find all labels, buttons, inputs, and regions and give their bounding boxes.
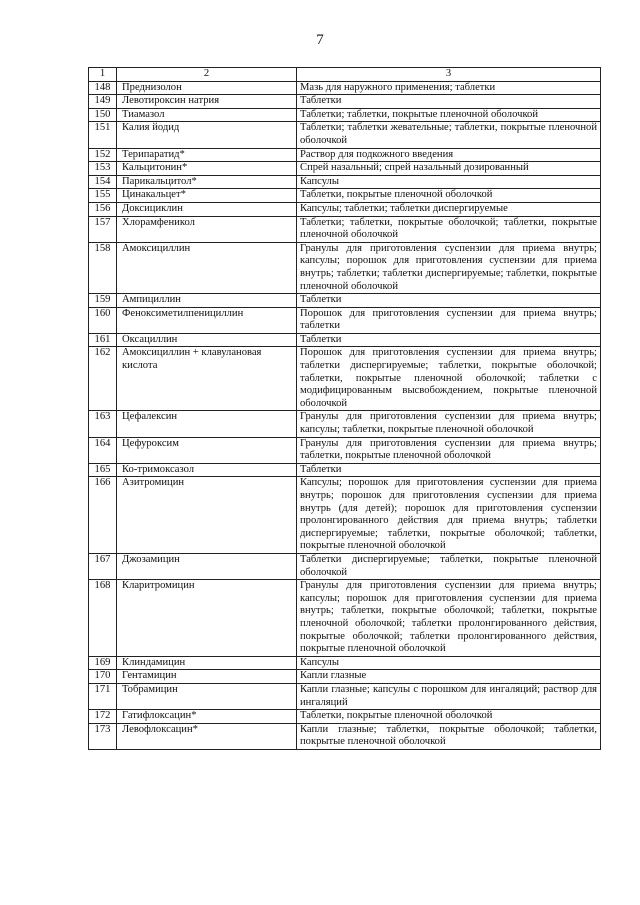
row-number: 163 xyxy=(89,411,117,437)
drug-name: Парикальцитол* xyxy=(117,175,297,189)
drug-name: Кларитромицин xyxy=(117,580,297,657)
column-header-number: 1 xyxy=(89,68,117,82)
table-row xyxy=(89,656,601,670)
dosage-forms: Мазь для наружного применения; таблетки xyxy=(297,81,601,95)
table-row xyxy=(89,216,601,242)
drug-name: Феноксиметилпенициллин xyxy=(117,307,297,333)
dosage-forms: Таблетки; таблетки, покрытые оболочкой; таблетки, покрытые пленочной оболочкой xyxy=(297,216,601,242)
table-row xyxy=(89,463,601,477)
dosage-forms: Таблетки xyxy=(297,463,601,477)
table-row xyxy=(89,95,601,109)
drug-table xyxy=(88,67,601,750)
drug-name: Калия йодид xyxy=(117,122,297,148)
table-row xyxy=(89,411,601,437)
table-row xyxy=(89,81,601,95)
table-row xyxy=(89,723,601,749)
table-row xyxy=(89,347,601,411)
drug-name: Амоксициллин xyxy=(117,242,297,293)
dosage-forms: Таблетки xyxy=(297,95,601,109)
table-row xyxy=(89,189,601,203)
drug-name: Преднизолон xyxy=(117,81,297,95)
drug-name: Цефалексин xyxy=(117,411,297,437)
dosage-forms: Таблетки xyxy=(297,294,601,308)
row-number: 171 xyxy=(89,683,117,709)
dosage-forms: Таблетки; таблетки жевательные; таблетки, покрытые пленочной оболочкой xyxy=(297,122,601,148)
table-row xyxy=(89,108,601,122)
row-number: 149 xyxy=(89,95,117,109)
dosage-forms: Порошок для приготовления суспензии для приема внутрь; таблетки диспергируемые; таблетки, покрытые оболочкой; таблетки, покрытые пленочной оболочкой; таблетки с модифицированным высвобождением, покрытые пленочной оболочкой xyxy=(297,347,601,411)
row-number: 155 xyxy=(89,189,117,203)
dosage-forms: Гранулы для приготовления суспензии для приема внутрь; капсулы; таблетки, покрытые пленочной оболочкой xyxy=(297,411,601,437)
drug-name: Тиамазол xyxy=(117,108,297,122)
drug-name: Ампициллин xyxy=(117,294,297,308)
dosage-forms: Капли глазные; капсулы с порошком для ингаляций; раствор для ингаляций xyxy=(297,683,601,709)
table-row xyxy=(89,202,601,216)
dosage-forms: Капсулы xyxy=(297,175,601,189)
dosage-forms: Спрей назальный; спрей назальный дозированный xyxy=(297,162,601,176)
dosage-forms: Таблетки; таблетки, покрытые пленочной оболочкой xyxy=(297,108,601,122)
drug-name: Цинакальцет* xyxy=(117,189,297,203)
dosage-forms: Гранулы для приготовления суспензии для приема внутрь; капсулы; порошок для приготовления суспензии для приема внутрь; таблетки, покрытые оболочкой; таблетки, покрытые пленочной оболочкой; таблетки пролонгированного действия, покрытые оболочкой; таблетки пролонгированного действия, покрытые пленочной оболочкой xyxy=(297,580,601,657)
drug-name: Терипаратид* xyxy=(117,148,297,162)
table-row xyxy=(89,670,601,684)
row-number: 170 xyxy=(89,670,117,684)
drug-name: Левофлоксацин* xyxy=(117,723,297,749)
table-row xyxy=(89,477,601,554)
row-number: 151 xyxy=(89,122,117,148)
drug-name: Ко-тримоксазол xyxy=(117,463,297,477)
drug-name: Кальцитонин* xyxy=(117,162,297,176)
row-number: 150 xyxy=(89,108,117,122)
dosage-forms: Гранулы для приготовления суспензии для приема внутрь; капсулы; порошок для приготовления суспензии для приема внутрь; таблетки; таблетки диспергируемые; таблетки, покрытые пленочной оболочкой xyxy=(297,242,601,293)
page-number: 7 xyxy=(316,32,324,48)
dosage-forms: Гранулы для приготовления суспензии для приема внутрь; таблетки, покрытые пленочной оболочкой xyxy=(297,437,601,463)
row-number: 168 xyxy=(89,580,117,657)
table-row xyxy=(89,175,601,189)
table-row xyxy=(89,242,601,293)
table-header-row xyxy=(89,68,601,82)
table-row xyxy=(89,333,601,347)
table-row xyxy=(89,148,601,162)
row-number: 157 xyxy=(89,216,117,242)
drug-name: Доксициклин xyxy=(117,202,297,216)
row-number: 158 xyxy=(89,242,117,293)
dosage-forms: Раствор для подкожного введения xyxy=(297,148,601,162)
dosage-forms: Капсулы; таблетки; таблетки диспергируемые xyxy=(297,202,601,216)
column-header-forms: 3 xyxy=(297,68,601,82)
row-number: 166 xyxy=(89,477,117,554)
drug-name: Джозамицин xyxy=(117,553,297,579)
table-body xyxy=(89,81,601,749)
table-row xyxy=(89,162,601,176)
dosage-forms: Капли глазные; таблетки, покрытые оболочкой; таблетки, покрытые пленочной оболочкой xyxy=(297,723,601,749)
row-number: 164 xyxy=(89,437,117,463)
table-row xyxy=(89,307,601,333)
dosage-forms: Капли глазные xyxy=(297,670,601,684)
table-row xyxy=(89,553,601,579)
row-number: 152 xyxy=(89,148,117,162)
dosage-forms: Таблетки, покрытые пленочной оболочкой xyxy=(297,189,601,203)
row-number: 159 xyxy=(89,294,117,308)
table-row xyxy=(89,122,601,148)
dosage-forms: Таблетки, покрытые пленочной оболочкой xyxy=(297,710,601,724)
drug-name: Хлорамфеникол xyxy=(117,216,297,242)
dosage-forms: Таблетки диспергируемые; таблетки, покрытые пленочной оболочкой xyxy=(297,553,601,579)
dosage-forms: Порошок для приготовления суспензии для приема внутрь; таблетки xyxy=(297,307,601,333)
table-row xyxy=(89,710,601,724)
drug-name: Амоксициллин + клавулановая кислота xyxy=(117,347,297,411)
drug-name: Левотироксин натрия xyxy=(117,95,297,109)
row-number: 148 xyxy=(89,81,117,95)
row-number: 169 xyxy=(89,656,117,670)
table-row xyxy=(89,683,601,709)
row-number: 161 xyxy=(89,333,117,347)
drug-name: Тобрамицин xyxy=(117,683,297,709)
row-number: 160 xyxy=(89,307,117,333)
row-number: 165 xyxy=(89,463,117,477)
row-number: 154 xyxy=(89,175,117,189)
row-number: 172 xyxy=(89,710,117,724)
table-row xyxy=(89,580,601,657)
drug-name: Цефуроксим xyxy=(117,437,297,463)
column-header-name: 2 xyxy=(117,68,297,82)
drug-name: Азитромицин xyxy=(117,477,297,554)
dosage-forms: Капсулы xyxy=(297,656,601,670)
dosage-forms: Таблетки xyxy=(297,333,601,347)
table-row xyxy=(89,294,601,308)
row-number: 173 xyxy=(89,723,117,749)
drug-name: Клиндамицин xyxy=(117,656,297,670)
table-row xyxy=(89,437,601,463)
row-number: 162 xyxy=(89,347,117,411)
row-number: 156 xyxy=(89,202,117,216)
dosage-forms: Капсулы; порошок для приготовления суспензии для приема внутрь; порошок для приготовления суспензии для приема внутрь (для детей); порошок для приготовления суспензии пролонгированного действия для приема внутрь; таблетки диспергируемые; таблетки, покрытые оболочкой; таблетки, покрытые пленочной оболочкой xyxy=(297,477,601,554)
row-number: 153 xyxy=(89,162,117,176)
drug-name: Оксациллин xyxy=(117,333,297,347)
drug-name: Гентамицин xyxy=(117,670,297,684)
row-number: 167 xyxy=(89,553,117,579)
drug-name: Гатифлоксацин* xyxy=(117,710,297,724)
